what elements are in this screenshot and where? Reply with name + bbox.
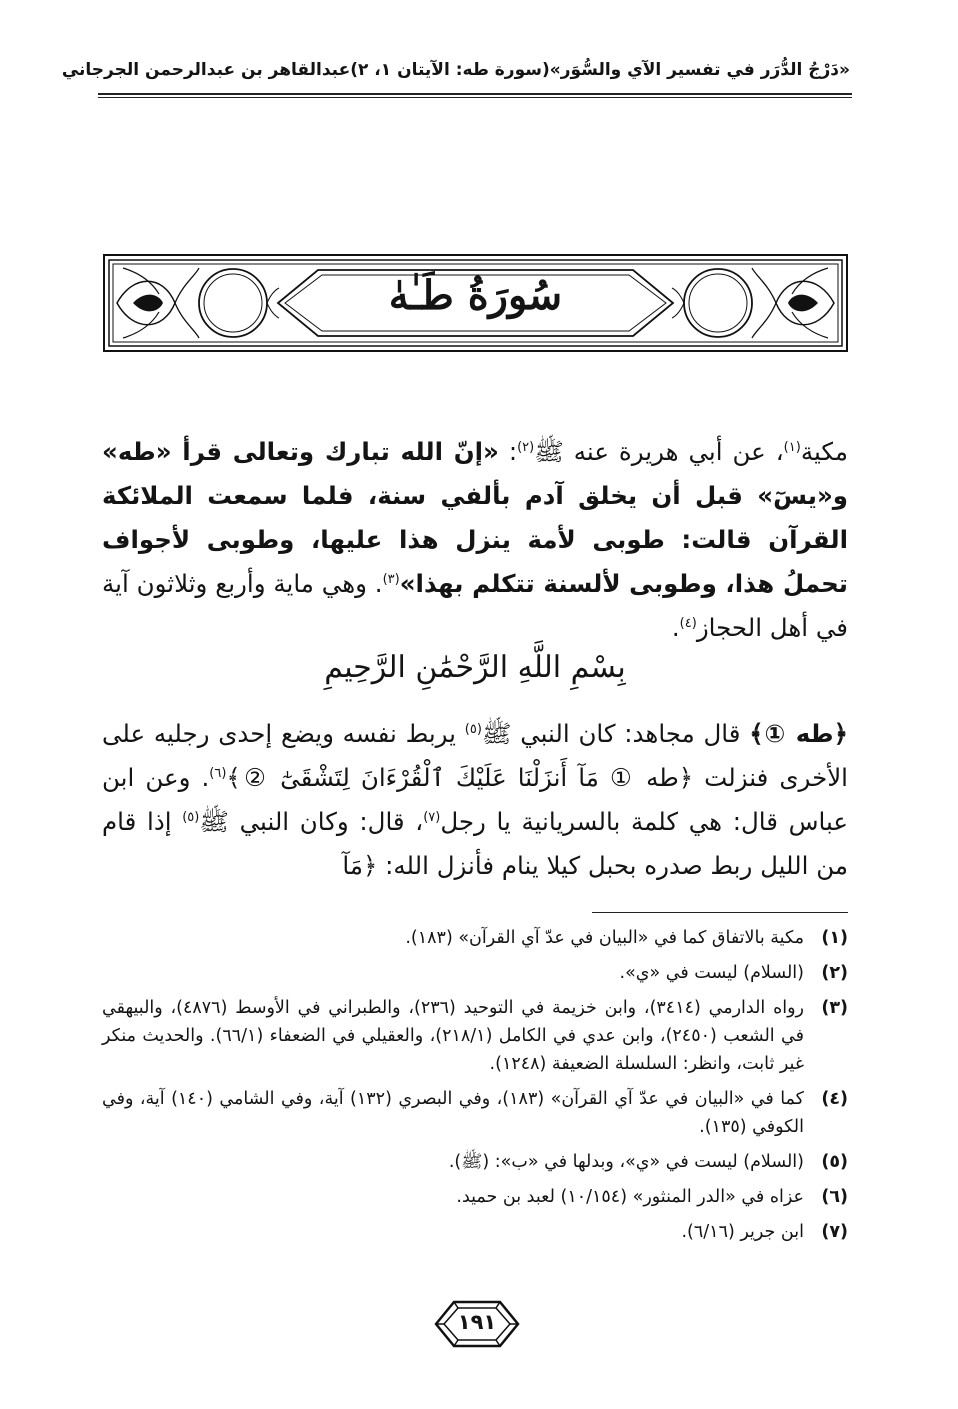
footnote-ref-5[interactable]: (٥) xyxy=(464,721,482,737)
commentary-text-2: يربط نفسه ويضع إحدى رجليه على الأخرى فنزلت xyxy=(102,719,848,792)
commentary-text-1: قال مجاهد: كان النبي ﷺ xyxy=(481,719,750,748)
intro-text-2: ، عن أبي هريرة عنه ﷺ xyxy=(534,437,784,466)
footnote-number: (٥) xyxy=(821,1152,848,1172)
header-rule xyxy=(98,93,852,95)
footnote-number: (٦) xyxy=(821,1187,848,1207)
verse-quote-3: ﴿مَآ xyxy=(342,851,378,880)
footnote-ref-5b[interactable]: (٥) xyxy=(182,809,200,825)
footnote-number: (٢) xyxy=(821,963,848,983)
footnote-text: مكية بالاتفاق كما في «البيان في عدّ آي القرآن» (١٨٣). xyxy=(405,928,804,948)
footnote-text: ابن جرير (٦/١٦). xyxy=(681,1222,804,1242)
commentary-text-4: ، قال: وكان النبي ﷺ xyxy=(199,807,424,836)
footnote-text: (السلام) ليست في «ي»، وبدلها في «ب»: (ﷺ). xyxy=(448,1152,804,1172)
intro-text-5: . xyxy=(671,613,680,642)
commentary-text-5: إذا قام من الليل ربط صدره بحبل كيلا ينام فأنزل الله: xyxy=(102,807,848,880)
footnote-text: رواه الدارمي (٣٤١٤)، وابن خزيمة في التوحيد (٢٣٦)، والطبراني في الأوسط (٤٨٧٦)، والبيهقي في الشعب (٢٤٥٠)، وابن عدي في الكامل (٢١٨/١)، والعقيلي في الضعفاء (٦٦/١). والحديث منكر غير ثابت، وانظر: السلسلة الضعيفة (١٢٤٨). xyxy=(102,998,805,1074)
footnote-item xyxy=(102,994,848,1078)
commentary-text-3: . وعن ابن عباس قال: هي كلمة بالسريانية يا رجل xyxy=(102,763,848,836)
footnote-ref-2[interactable]: (٢) xyxy=(517,439,535,455)
footnote-item xyxy=(102,1218,848,1246)
header-sura-verses: (سورة طه: الآيتان ١، ٢) xyxy=(350,60,550,80)
footnote-ref-7[interactable]: (٧) xyxy=(423,809,441,825)
footnotes xyxy=(102,924,848,1253)
footnote-text: (السلام) ليست في «ي». xyxy=(619,963,804,983)
footnote-item xyxy=(102,1148,848,1176)
footnote-number: (٤) xyxy=(821,1089,848,1109)
footnote-item xyxy=(102,924,848,952)
sura-title-banner xyxy=(103,254,848,352)
commentary-paragraph xyxy=(102,712,848,888)
verse-quote-2: ﴿طه ① مَآ أَنزَلْنَا عَلَيْكَ ٱلْقُرْءَانَ لِتَشْقَىٰٓ ②﴾ xyxy=(226,763,694,792)
intro-text-3: : xyxy=(498,437,518,466)
header-rule-thin xyxy=(98,97,852,98)
footnote-item xyxy=(102,959,848,987)
hadith-text: «إنّ الله تبارك وتعالى قرأ «طه» و«يسٓ» قبل أن يخلق آدم بألفي سنة، فلما سمعت الملائكة القرآن قالت: طوبى لأمة ينزل هذا عليها، وطوبى لأجواف تحملُ هذا، وطوبى لألسنة تتكلم بهذا» xyxy=(102,437,848,598)
footnote-separator xyxy=(592,912,848,913)
header-author: عبدالقاهر بن عبدالرحمن الجرجاني xyxy=(61,60,351,80)
footnote-item xyxy=(102,1183,848,1211)
header-book-title: «دَرْجُ الدُّرَر في تفسير الآي والسُّوَر» xyxy=(549,60,850,80)
intro-paragraph xyxy=(102,430,848,650)
verse-quote-1: ﴿طه ①﴾ xyxy=(749,719,848,748)
page-number: ١٩١ xyxy=(457,1310,497,1334)
footnote-number: (٧) xyxy=(821,1222,848,1242)
sura-title: سُورَةُ طَـٰهٰ xyxy=(388,272,563,319)
footnote-ref-4[interactable]: (٤) xyxy=(679,615,697,631)
footnote-number: (٣) xyxy=(821,998,848,1018)
basmala: بِسْمِ اللَّهِ الرَّحْمَٰنِ الرَّحِيمِ xyxy=(324,650,626,685)
footnote-item xyxy=(102,1085,848,1141)
intro-text-4: . وهي ماية وأربع وثلاثون آية في أهل الحجاز xyxy=(102,569,848,642)
footnote-ref-6[interactable]: (٦) xyxy=(209,765,227,781)
running-header xyxy=(61,52,850,88)
footnote-text: عزاه في «الدر المنثور» (١٠/١٥٤) لعبد بن حميد. xyxy=(456,1187,804,1207)
intro-text-1: مكية xyxy=(800,437,848,466)
page-number-ornament xyxy=(432,1296,522,1352)
footnote-ref-3[interactable]: (٣) xyxy=(382,571,400,587)
footnote-ref-1[interactable]: (١) xyxy=(783,439,801,455)
footnote-text: كما في «البيان في عدّ آي القرآن» (١٨٣)، وفي البصري (١٣٢) آية، وفي الشامي (١٤٠) آية، وفي الكوفي (١٣٥). xyxy=(102,1089,804,1137)
footnote-number: (١) xyxy=(821,928,848,948)
